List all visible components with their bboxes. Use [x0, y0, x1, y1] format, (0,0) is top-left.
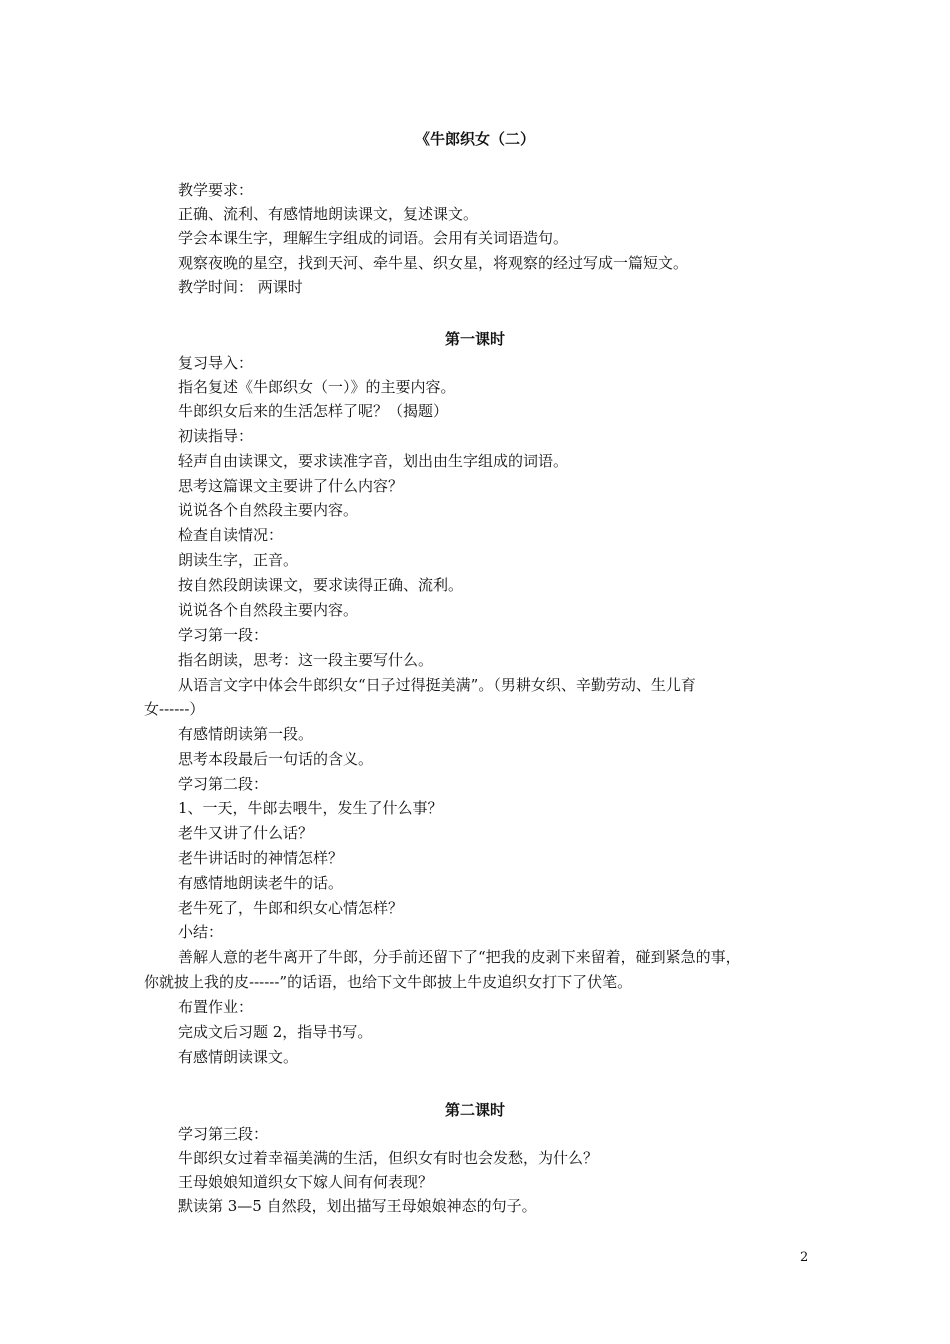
intro-line: 教学时间： 两课时 [178, 278, 303, 296]
lesson2-line: 牛郎织女过着幸福美满的生活，但织女有时也会发愁，为什么？ [178, 1149, 599, 1167]
intro-line: 学会本课生字，理解生字组成的词语。会用有关词语造句。 [178, 229, 569, 247]
intro-line: 教学要求： [178, 181, 254, 199]
lesson2-line: 王母娘娘知道织女下嫁人间有何表现？ [178, 1173, 434, 1191]
lesson1-line: 指名朗读，思考：这一段主要写什么。 [178, 651, 434, 669]
lesson1-line: 朗读生字，正音。 [178, 551, 299, 569]
lesson2-heading: 第二课时 [444, 1101, 505, 1119]
lesson1-line: 思考这篇课文主要讲了什么内容？ [178, 477, 404, 495]
lesson1-line: 复习导入： [178, 354, 254, 372]
lesson1-line: 初读指导： [178, 427, 254, 445]
lesson1-line: 老牛讲话时的神情怎样？ [178, 849, 344, 867]
lesson1-line: 指名复述《牛郎织女（一）》的主要内容。 [178, 378, 456, 396]
lesson1-line: 从语言文字中体会牛郎织女“日子过得挺美满”。（男耕女织、辛勤劳动、生儿育 [178, 676, 696, 694]
lesson1-line: 1、一天，牛郎去喂牛，发生了什么事？ [178, 799, 443, 817]
intro-line: 观察夜晚的星空，找到天河、牵牛星、织女星，将观察的经过写成一篇短文。 [178, 254, 689, 272]
lesson1-line: 检查自读情况： [178, 526, 284, 544]
lesson1-line: 女------） [144, 700, 205, 718]
lesson1-heading: 第一课时 [444, 330, 505, 348]
lesson1-line: 布置作业： [178, 998, 254, 1016]
lesson1-line: 说说各个自然段主要内容。 [178, 601, 359, 619]
page-number: 2 [800, 1250, 809, 1265]
lesson1-line: 完成文后习题 2，指导书写。 [178, 1023, 373, 1041]
lesson1-line: 思考本段最后一句话的含义。 [178, 750, 374, 768]
lesson1-line: 学习第一段： [178, 626, 269, 644]
lesson1-line: 说说各个自然段主要内容。 [178, 501, 359, 519]
lesson1-line: 你就披上我的皮------”的话语，也给下文牛郎披上牛皮追织女打下了伏笔。 [144, 973, 633, 991]
lesson1-line: 善解人意的老牛离开了牛郎，分手前还留下了“把我的皮剥下来留着，碰到紧急的事， [178, 948, 741, 966]
lesson1-line: 老牛死了，牛郎和织女心情怎样？ [178, 899, 404, 917]
lesson2-line: 学习第三段： [178, 1125, 269, 1143]
lesson1-line: 学习第二段： [178, 775, 269, 793]
lesson1-line: 按自然段朗读课文，要求读得正确、流利。 [178, 576, 464, 594]
lesson1-line: 轻声自由读课文，要求读准字音，划出由生字组成的词语。 [178, 452, 569, 470]
lesson1-line: 老牛又讲了什么话？ [178, 824, 314, 842]
lesson1-line: 牛郎织女后来的生活怎样了呢？（揭题） [178, 402, 449, 420]
intro-line: 正确、流利、有感情地朗读课文，复述课文。 [178, 205, 479, 223]
lesson1-line: 有感情地朗读老牛的话。 [178, 874, 344, 892]
lesson1-line: 有感情朗读课文。 [178, 1048, 299, 1066]
lesson1-line: 小结： [178, 923, 224, 941]
lesson2-line: 默读第 3—5 自然段，划出描写王母娘娘神态的句子。 [178, 1197, 537, 1215]
document-title: 《牛郎织女（二） [414, 130, 535, 148]
lesson1-line: 有感情朗读第一段。 [178, 725, 314, 743]
